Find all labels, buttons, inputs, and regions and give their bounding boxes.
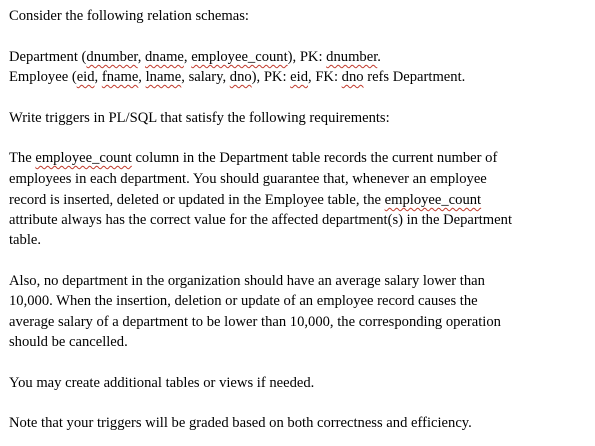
para1-line3	[9, 190, 481, 211]
attr-employee-count: employee_count	[191, 49, 288, 65]
intro-text: Consider the following relation schemas:	[9, 8, 249, 24]
note-grading: Note that your triggers will be graded based on both correctness and efficiency.	[9, 415, 472, 431]
para2-line4: should be cancelled.	[9, 334, 128, 350]
schema-department	[9, 47, 381, 68]
pk-label: ), PK:	[287, 49, 327, 65]
attr-lname: lname	[145, 69, 182, 85]
separator: ,	[137, 49, 145, 65]
separator: ,	[138, 69, 146, 85]
para1-line2: employees in each department. You should guarantee that, whenever an employee	[9, 171, 487, 187]
note-additional-tables: You may create additional tables or views if needed.	[9, 375, 315, 391]
pk-dnumber: dnumber	[326, 49, 378, 65]
fk-label: , FK:	[308, 69, 342, 85]
attr-fname: fname	[101, 69, 139, 85]
separator: ,	[183, 49, 192, 65]
pk-eid: eid	[290, 69, 309, 85]
separator: ,	[94, 69, 102, 85]
schema-employee	[9, 67, 465, 88]
para2-line1: Also, no department in the organization should have an average salary lower than	[9, 273, 485, 289]
employee-prefix: Employee (	[9, 69, 77, 85]
para2-line3: average salary of a department to be lower than 10,000, the corresponding operation	[9, 314, 501, 330]
attr-dname: dname	[145, 49, 184, 65]
term-employee-count: employee_count	[35, 150, 132, 166]
period: .	[377, 49, 381, 65]
attr-dnumber: dnumber	[86, 49, 138, 65]
para1-line4: attribute always has the correct value for the affected department(s) in the Department	[9, 212, 512, 228]
para1-line1	[9, 148, 497, 169]
fk-reference: refs Department.	[363, 69, 466, 85]
task-text: Write triggers in PL/SQL that satisfy the following requirements:	[9, 110, 390, 126]
para1-text: record is inserted, deleted or updated in the Employee table, the	[9, 192, 385, 208]
para1-text: The	[9, 150, 36, 166]
attr-dno: dno	[229, 69, 252, 85]
para2-line2: 10,000. When the insertion, deletion or update of an employee record causes the	[9, 293, 478, 309]
attr-eid: eid	[76, 69, 95, 85]
department-prefix: Department (	[9, 49, 87, 65]
attr-salary: , salary,	[181, 69, 230, 85]
pk-label: ), PK:	[251, 69, 291, 85]
para1-text: column in the Department table records the current number of	[131, 150, 498, 166]
para1-line5: table.	[9, 232, 42, 248]
fk-dno: dno	[341, 69, 364, 85]
term-employee-count: employee_count	[384, 192, 482, 208]
